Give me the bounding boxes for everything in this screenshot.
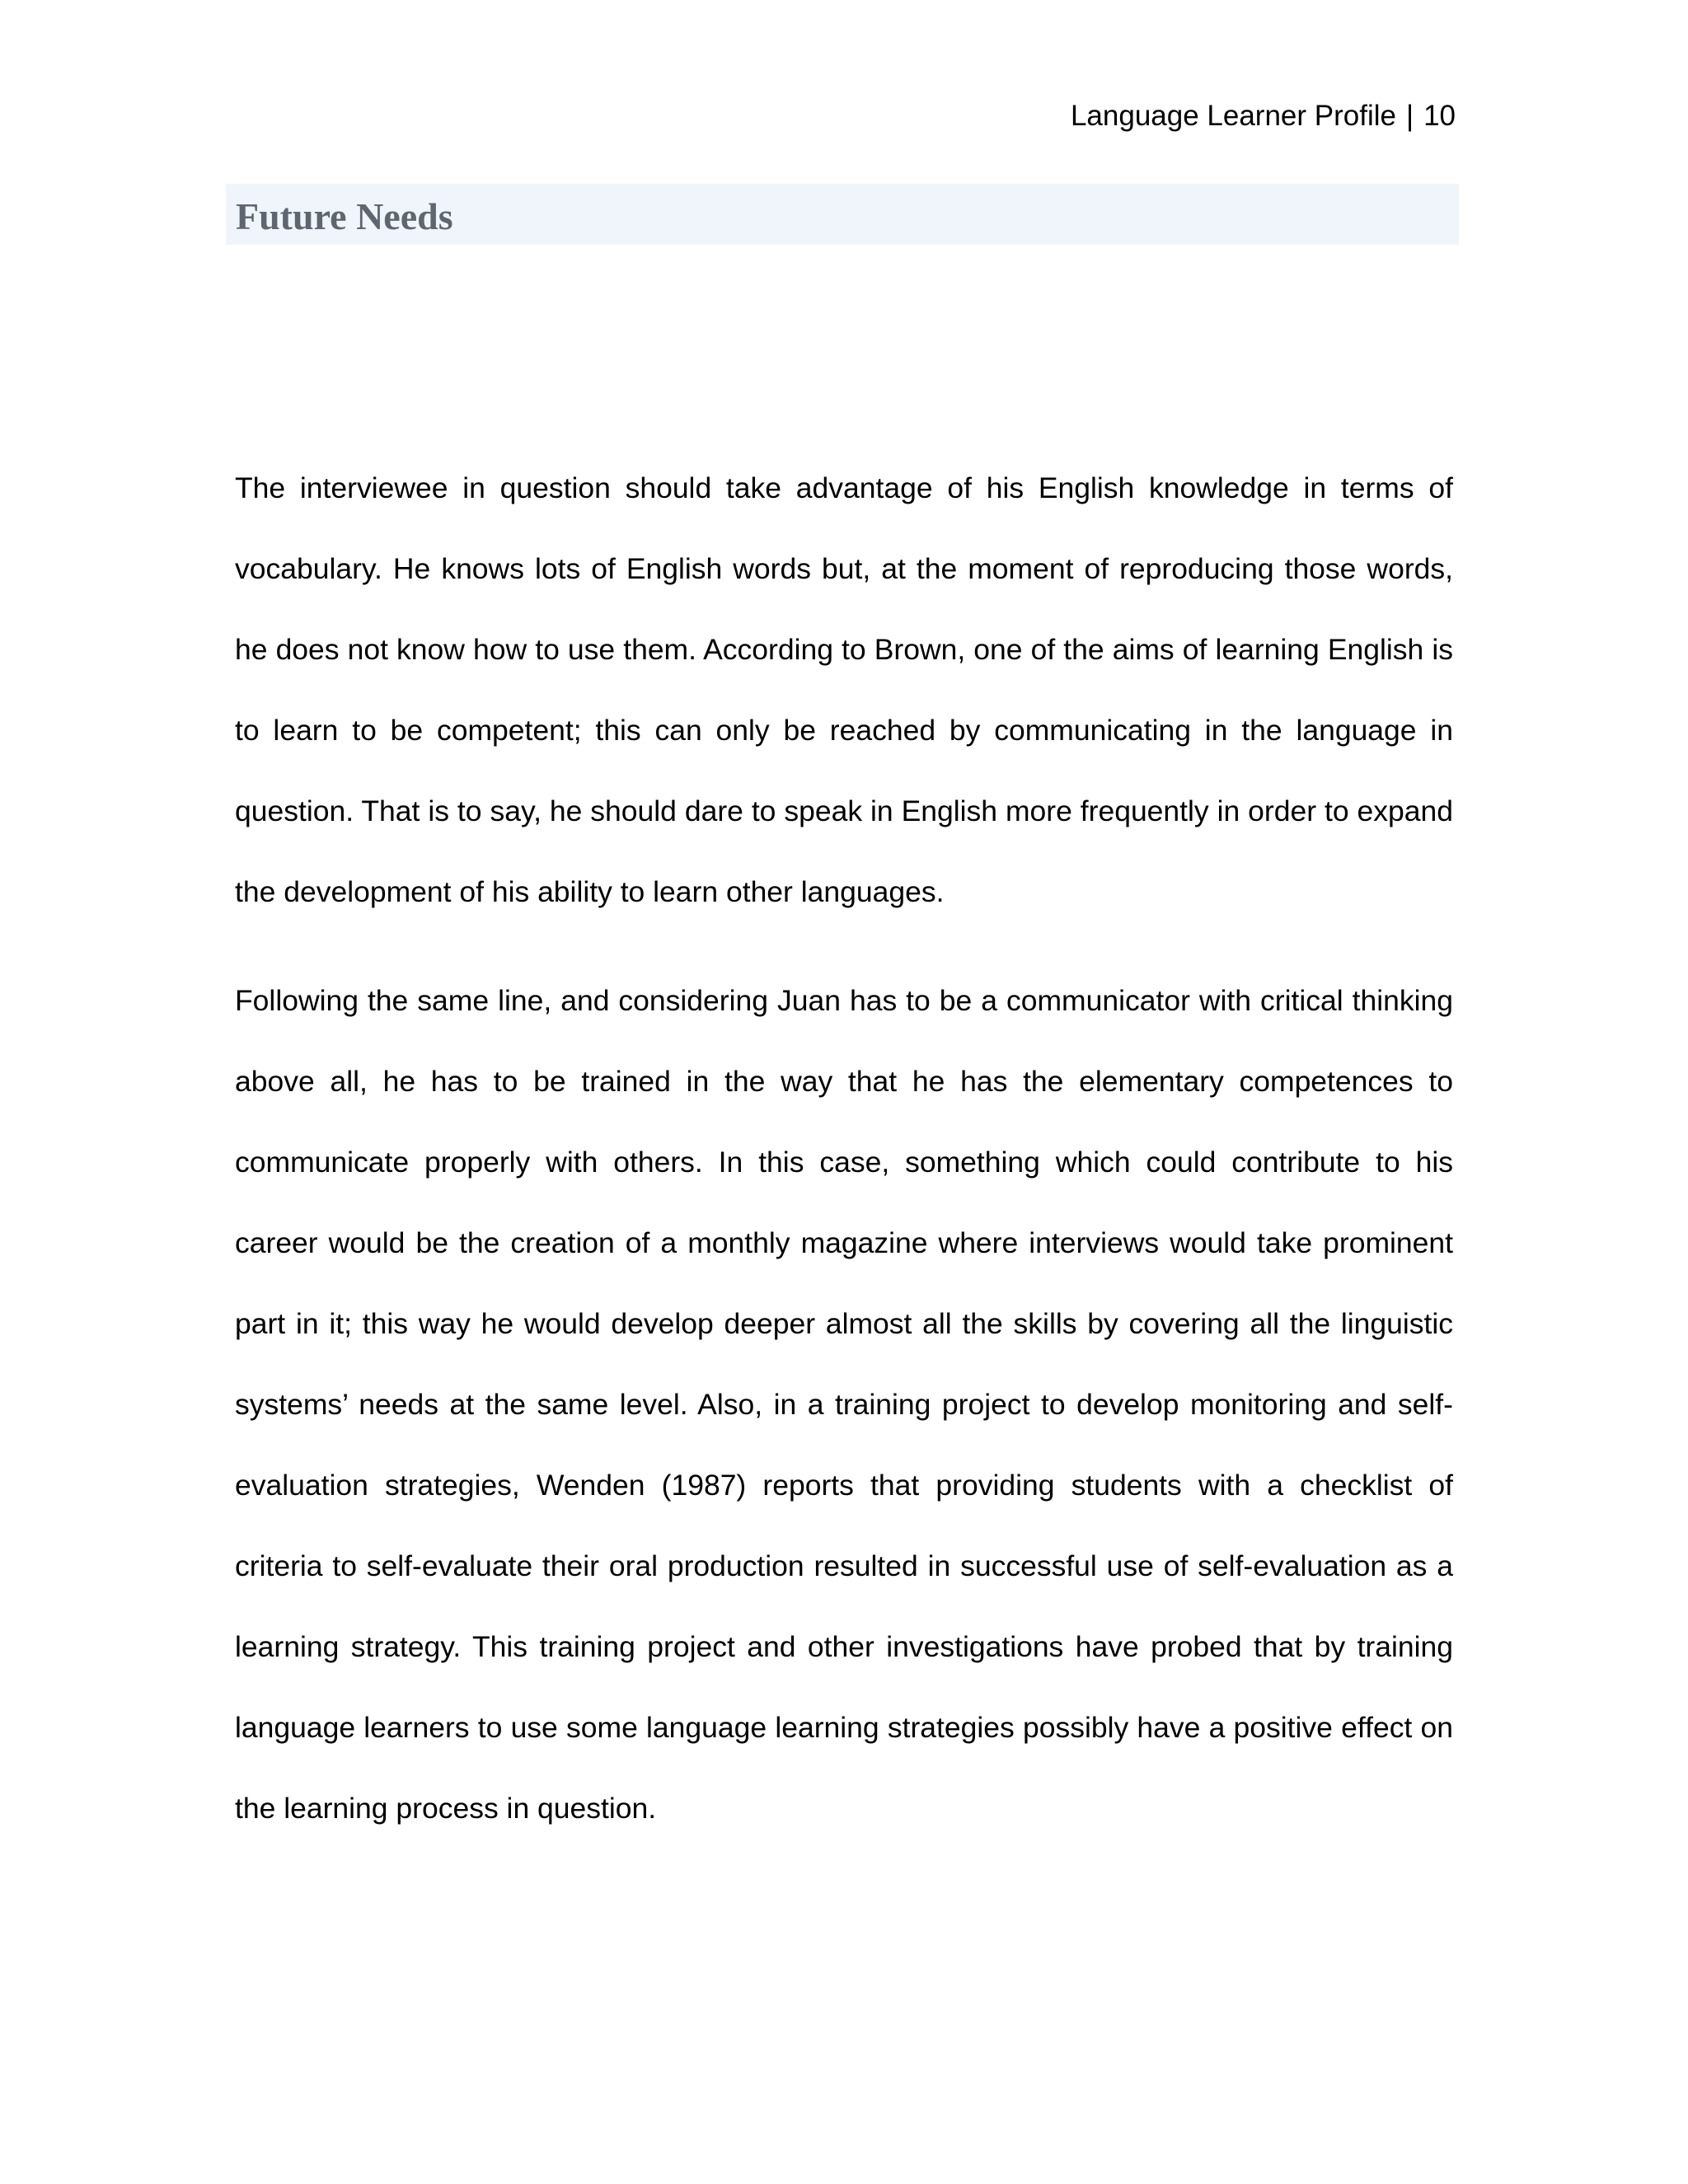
running-header (1071, 97, 1456, 135)
running-header-title: Language Learner Profile (1070, 100, 1396, 132)
body-paragraph-1: The interviewee in question should take advantage of his English knowledge in terms of vocabulary. He knows lots of English words but, at the moment of reproducing those words, he does not know how to use them. According to Brown, one of the aims of learning English is to learn to be competent; this can only be reached by communicating in the language in question. That is to say, he should dare to speak in English more frequently in order to expand the development of his ability to learn other languages. (235, 471, 1453, 908)
section-heading-band (226, 184, 1459, 245)
page-number: 10 (1423, 100, 1456, 132)
section-heading: Future Needs (236, 195, 453, 237)
body-paragraph-2: Following the same line, and considering Juan has to be a communicator with critical thinking above all, he has to be trained in the way that he has the elementary competences to communicate properly with others. In this case, something which could contribute to his career would be the creation of a monthly magazine where interviews would take prominent part in it; this way he would develop deeper almost all the skills by covering all the linguistic systems’ needs at the same level. Also, in a training project to develop monitoring and self-evaluation strategies, Wenden (1987) reports that providing students with a checklist of criteria to self-evaluate their oral production resulted in successful use of self-evaluation as a learning strategy. This training project and other investigations have probed that by training language learners to use some language learning strategies possibly have a positive effect on the learning process in question. (235, 984, 1453, 1825)
running-header-separator: | (1405, 100, 1414, 132)
